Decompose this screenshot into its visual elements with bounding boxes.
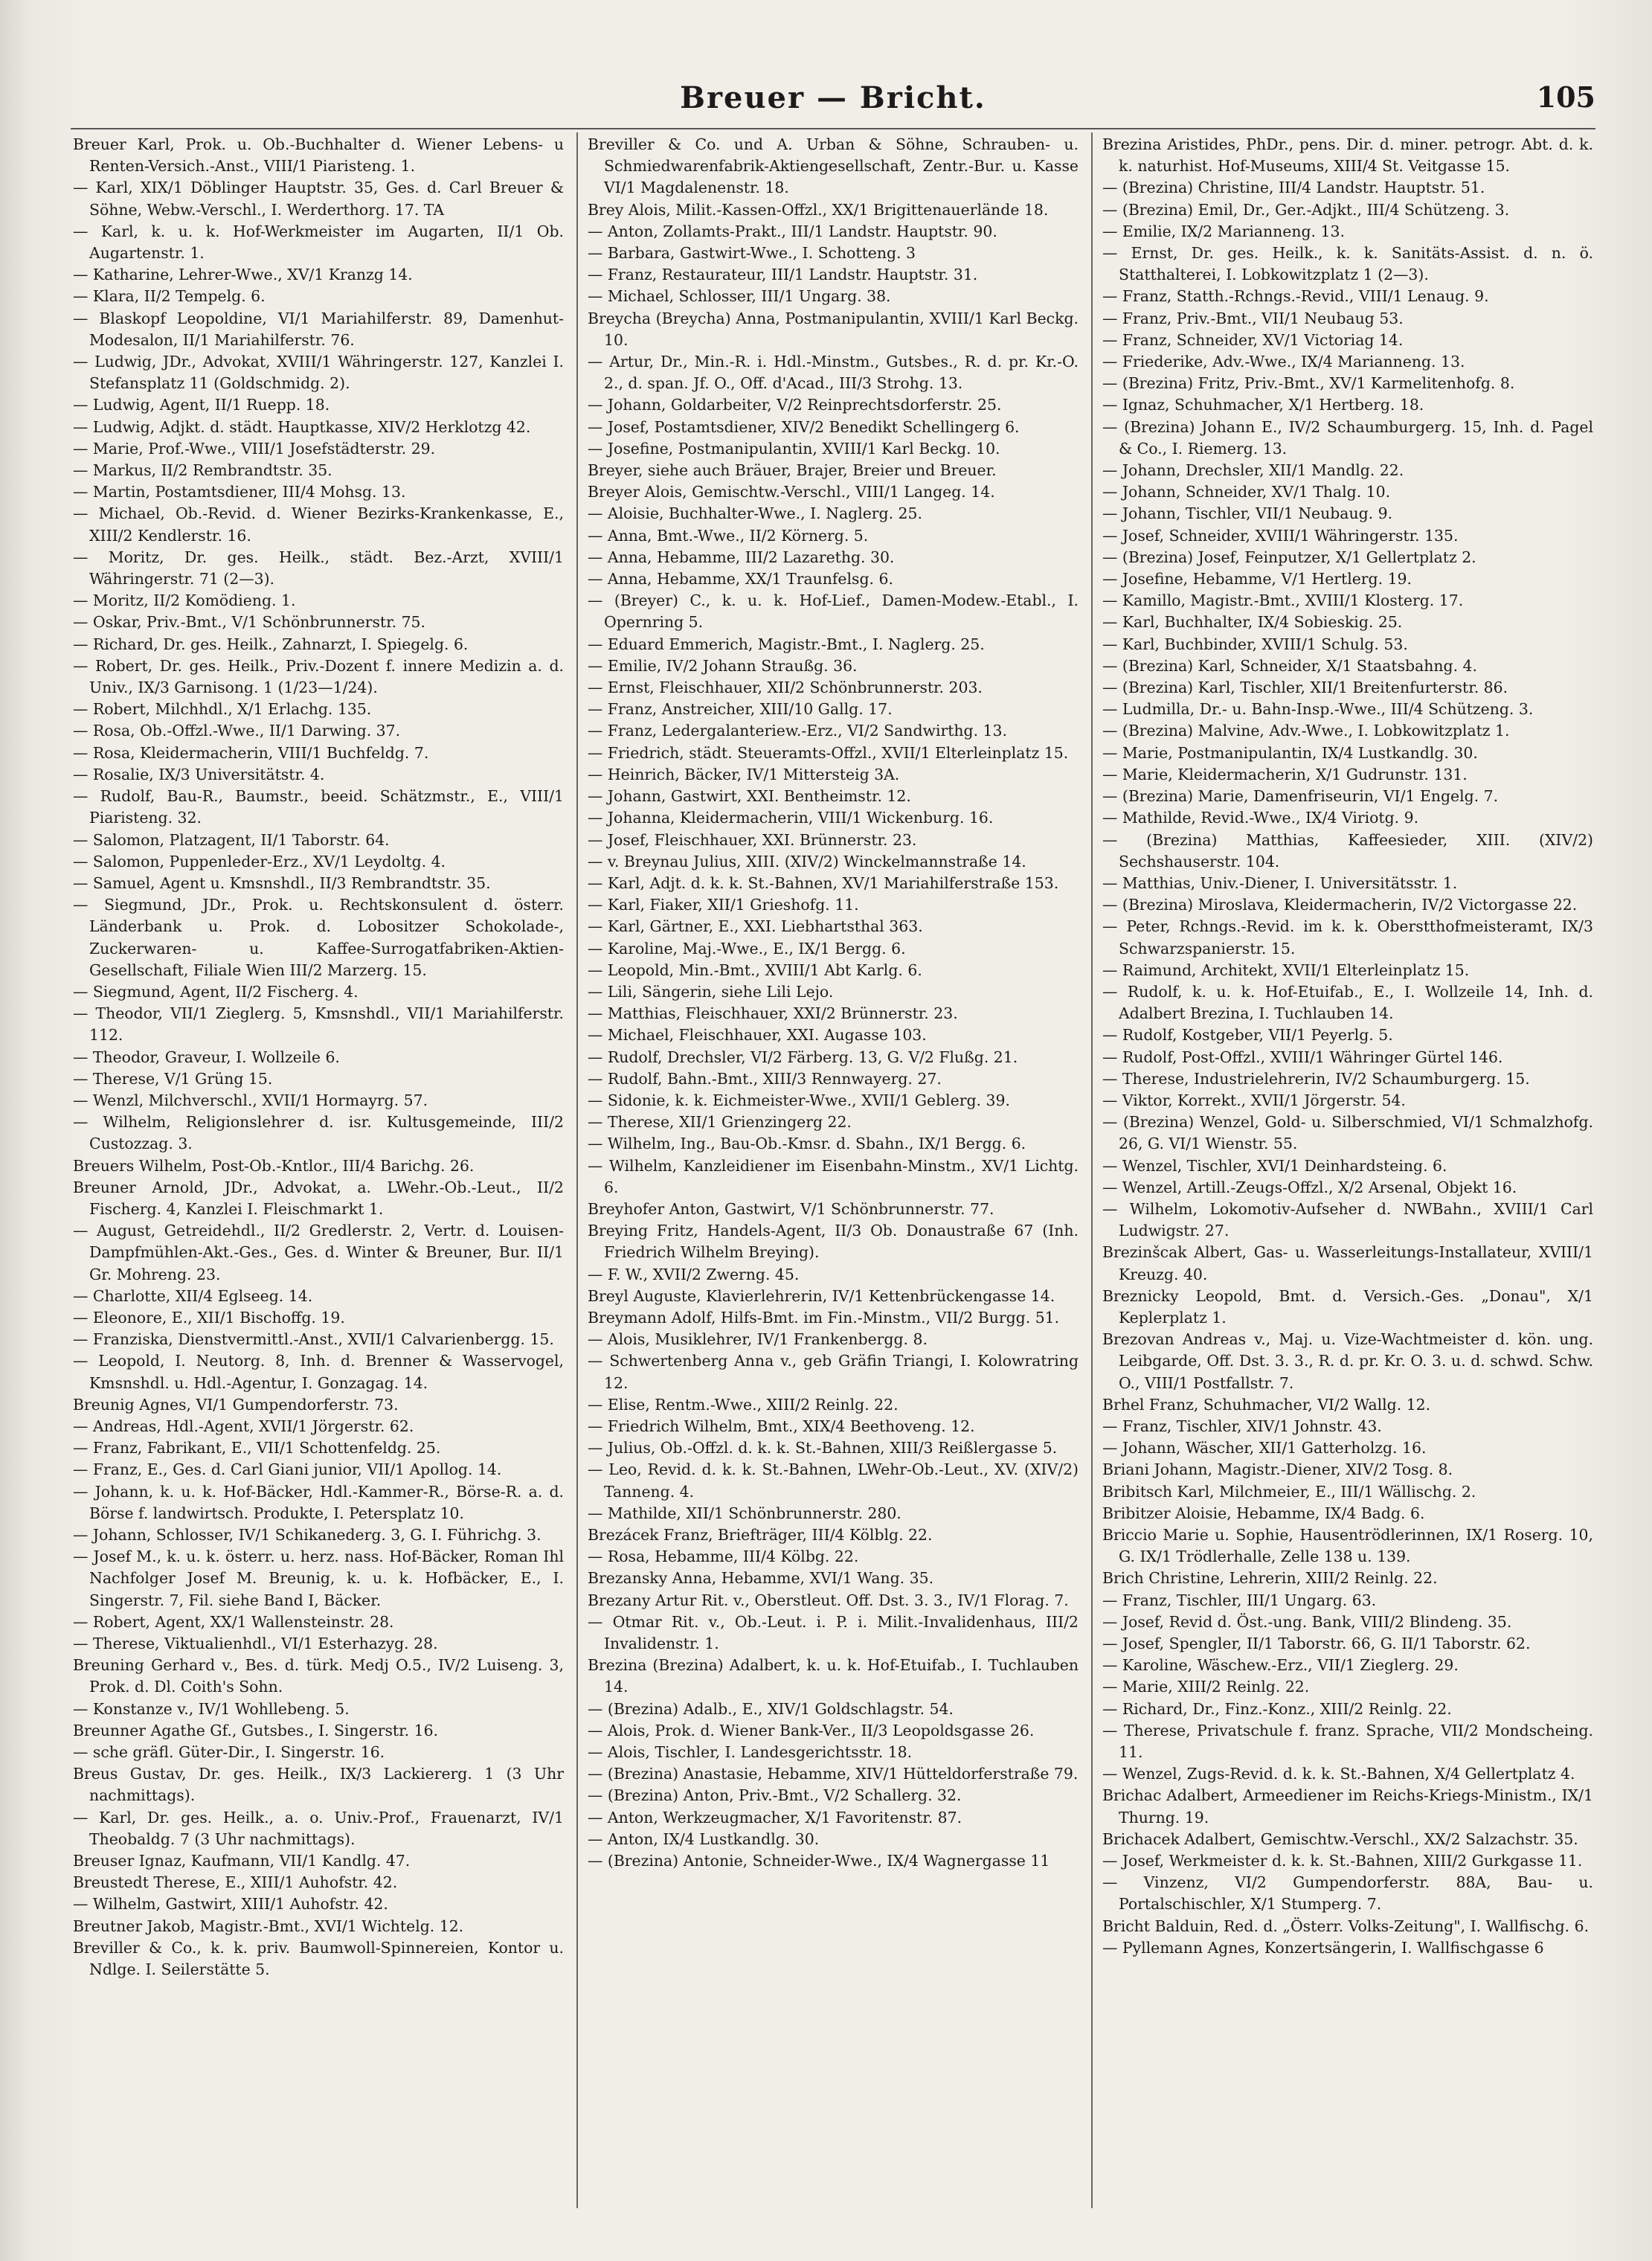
directory-entry: — Robert, Milchhdl., X/1 Erlachg. 135. (73, 700, 372, 719)
directory-entry: — Emilie, IV/2 Johann Straußg. 36. (588, 656, 858, 675)
directory-entry: — Therese, XII/1 Grienzingerg 22. (588, 1113, 852, 1132)
directory-entry: — Salomon, Puppenleder-Erz., XV/1 Leydoltg. 4. (73, 852, 446, 870)
directory-entry: — (Brezina) Fritz, Priv.-Bmt., XV/1 Karmelitenhofg. 8. (1102, 374, 1515, 393)
directory-entry: — Leo, Revid. d. k. k. St.-Bahnen, LWehr-Ob.-Leut., XV. (XIV/2) Tanneng. 4. (588, 1460, 1079, 1501)
directory-entry: — Franz, Tischler, XIV/1 Johnstr. 43. (1102, 1417, 1382, 1435)
directory-entry: Breuer Karl, Prok. u. Ob.-Buchhalter d. Wiener Lebens- u Renten-Versich.-Anst., VIII/1 Piaristeng. 1. (73, 135, 564, 176)
directory-entry: — (Brezina) Marie, Damenfriseurin, VI/1 Engelg. 7. (1102, 787, 1499, 806)
column-2 (588, 134, 1079, 2210)
directory-entry: — v. Breynau Julius, XIII. (XIV/2) Winckelmannstraße 14. (588, 852, 1026, 870)
directory-entry: — Konstanze v., IV/1 Wohllebeng. 5. (73, 1699, 350, 1718)
directory-entry: — Leopold, I. Neutorg. 8, Inh. d. Brenner & Wasservogel, Kmsnshdl. u. Hdl.-Agentur, I. Gonzagag. 14. (73, 1352, 564, 1392)
directory-entry: — (Brezina) Karl, Schneider, X/1 Staatsbahng. 4. (1102, 656, 1477, 675)
directory-entry: Breying Fritz, Handels-Agent, II/3 Ob. Donaustraße 67 (Inh. Friedrich Wilhelm Breying). (588, 1222, 1079, 1262)
directory-entry: — Marie, XIII/2 Reinlg. 22. (1102, 1678, 1310, 1696)
directory-entry: Breyer, siehe auch Bräuer, Brajer, Breier und Breuer. (588, 461, 997, 480)
directory-entry: — Josef, Fleischhauer, XXI. Brünnerstr. 23. (588, 830, 917, 849)
directory-entry: Bribitsch Karl, Milchmeier, E., III/1 Wällischg. 2. (1102, 1482, 1476, 1501)
directory-entry: — Mathilde, XII/1 Schönbrunnerstr. 280. (588, 1504, 901, 1522)
directory-entry: — Andreas, Hdl.-Agent, XVII/1 Jörgerstr. 62. (73, 1417, 414, 1435)
directory-entry: Breuner Arnold, JDr., Advokat, a. LWehr.-Ob.-Leut., II/2 Fischerg. 4, Kanzlei I. Fleischmarkt 1. (73, 1178, 564, 1218)
directory-entry: — Johann, k. u. k. Hof-Bäcker, Hdl.-Kammer-R., Börse-R. a. d. Börse f. landwirtsch. Produkte, I. Petersplatz 10. (73, 1482, 564, 1522)
directory-entry: — Karl, Gärtner, E., XXI. Liebhartsthal 363. (588, 917, 923, 936)
header-rule (71, 128, 1595, 129)
directory-entry: — Vinzenz, VI/2 Gumpendorferstr. 88A, Bau- u. Portalschischler, X/1 Stumperg. 7. (1102, 1873, 1593, 1914)
directory-entry: — Siegmund, Agent, II/2 Fischerg. 4. (73, 982, 359, 1001)
directory-entry: — Josefine, Hebamme, V/1 Hertlerg. 19. (1102, 570, 1412, 588)
directory-entry: — Franz, Priv.-Bmt., VII/1 Neubaug 53. (1102, 309, 1404, 327)
directory-entry: — Elise, Rentm.-Wwe., XIII/2 Reinlg. 22. (588, 1395, 899, 1414)
directory-entry: — Wilhelm, Ing., Bau-Ob.-Kmsr. d. Sbahn., IX/1 Bergg. 6. (588, 1135, 1026, 1153)
directory-entry: — Anna, Bmt.-Wwe., II/2 Körnerg. 5. (588, 526, 869, 545)
directory-entry: — Ernst, Dr. ges. Heilk., k. k. Sanitäts-Assist. d. n. ö. Statthalterei, I. Lobkowitzplatz 1 (2—3). (1102, 244, 1593, 284)
directory-entry: — Matthias, Univ.-Diener, I. Universitätsstr. 1. (1102, 873, 1458, 892)
directory-entry: Breymann Adolf, Hilfs-Bmt. im Fin.-Minstm., VII/2 Burgg. 51. (588, 1308, 1060, 1327)
directory-entry: — Karl, Buchbinder, XVIII/1 Schulg. 53. (1102, 635, 1408, 653)
directory-entry: — Ludwig, Agent, II/1 Ruepp. 18. (73, 396, 330, 414)
directory-entry: — Josef, Revid d. Öst.-ung. Bank, VIII/2 Blindeng. 35. (1102, 1612, 1512, 1631)
directory-entry: — Rudolf, Bahn.-Bmt., XIII/3 Rennwayerg. 27. (588, 1069, 942, 1088)
directory-entry: — Josef, Schneider, XVIII/1 Währingerstr. 135. (1102, 526, 1459, 545)
directory-entry: — Anton, Werkzeugmacher, X/1 Favoritenstr. 87. (588, 1808, 962, 1827)
directory-entry: — Alois, Tischler, I. Landesgerichtsstr. 18. (588, 1743, 913, 1762)
directory-entry: — Peter, Rchngs.-Revid. im k. k. Oberstthofmeisteramt, IX/3 Schwarzspanierstr. 15. (1102, 917, 1593, 958)
directory-entry: — August, Getreidehdl., II/2 Gredlerstr. 2, Vertr. d. Louisen-Dampfmühlen-Akt.-Ges., Ges. d. Winter & Breuner, Bur. II/1 Gr. Mohreng. 23. (73, 1222, 564, 1283)
directory-entry: Brhel Franz, Schuhmacher, VI/2 Wallg. 12. (1102, 1395, 1431, 1414)
directory-entry: Breus Gustav, Dr. ges. Heilk., IX/3 Lackiererg. 1 (3 Uhr nachmittags). (73, 1765, 564, 1805)
directory-entry: Breyl Auguste, Klavierlehrerin, IV/1 Kettenbrückengasse 14. (588, 1286, 1055, 1305)
directory-entry: — Franz, Restaurateur, III/1 Landstr. Hauptstr. 31. (588, 266, 978, 284)
directory-entry: Breutner Jakob, Magistr.-Bmt., XVI/1 Wichtelg. 12. (73, 1917, 464, 1935)
directory-entry: — Johann, Tischler, VII/1 Neubaug. 9. (1102, 504, 1393, 523)
directory-entry: — (Brezina) Wenzel, Gold- u. Silberschmied, VI/1 Schmalzhofg. 26, G. VI/1 Wienstr. 55. (1102, 1113, 1593, 1153)
directory-entry: — Johann, Schlosser, IV/1 Schikanederg. 3, G. I. Führichg. 3. (73, 1526, 541, 1544)
directory-entry: Breunig Agnes, VI/1 Gumpendorferstr. 73. (73, 1395, 399, 1414)
directory-entry: — (Brezina) Adalb., E., XIV/1 Goldschlagstr. 54. (588, 1699, 954, 1718)
directory-entry: — Robert, Dr. ges. Heilk., Priv.-Dozent f. innere Medizin a. d. Univ., IX/3 Garnisong. 1 (1/23—1/24). (73, 656, 564, 697)
directory-entry: — Rudolf, Drechsler, VI/2 Färberg. 13, G. V/2 Flußg. 21. (588, 1048, 1018, 1066)
directory-entry: — Alois, Prok. d. Wiener Bank-Ver., II/3 Leopoldsgasse 26. (588, 1721, 1035, 1739)
directory-entry: — Oskar, Priv.-Bmt., V/1 Schönbrunnerstr. 75. (73, 613, 425, 632)
directory-entry: Bricht Balduin, Red. d. „Österr. Volks-Zeitung", I. Wallfischg. 6. (1102, 1917, 1590, 1935)
directory-entry: — (Breyer) C., k. u. k. Hof-Lief., Damen-Modew.-Etabl., I. Opernring 5. (588, 591, 1079, 632)
directory-entry: — Anton, IX/4 Lustkandlg. 30. (588, 1829, 820, 1848)
directory-entry: — Wenzl, Milchverschl., XVII/1 Hormayrg. 57. (73, 1091, 428, 1109)
directory-entry: — Richard, Dr. ges. Heilk., Zahnarzt, I. Spiegelg. 6. (73, 635, 469, 653)
directory-entry: Brezinšcak Albert, Gas- u. Wasserleitungs-Installateur, XVIII/1 Kreuzg. 40. (1102, 1243, 1593, 1283)
directory-entry: Breuser Ignaz, Kaufmann, VII/1 Kandlg. 47. (73, 1852, 411, 1870)
directory-entry: — Therese, Industrielehrerin, IV/2 Schaumburgerg. 15. (1102, 1069, 1530, 1088)
directory-entry: — Franz, Ledergalanteriew.-Erz., VI/2 Sandwirthg. 13. (588, 722, 1007, 740)
directory-entry: Breuers Wilhelm, Post-Ob.-Kntlor., III/4 Barichg. 26. (73, 1156, 475, 1175)
directory-entry: — (Brezina) Matthias, Kaffeesieder, XIII. (XIV/2) Sechshauserstr. 104. (1102, 830, 1593, 870)
directory-entry: — Wenzel, Artill.-Zeugs-Offzl., X/2 Arsenal, Objekt 16. (1102, 1178, 1517, 1196)
directory-entry: — Josefine, Postmanipulantin, XVIII/1 Karl Beckg. 10. (588, 439, 1000, 458)
directory-entry: — Eleonore, E., XII/1 Bischoffg. 19. (73, 1308, 345, 1327)
running-title: Breuer — Bricht. (680, 80, 986, 115)
directory-entry: — Johann, Gastwirt, XXI. Bentheimstr. 12. (588, 787, 911, 806)
directory-entry: — Franz, Schneider, XV/1 Victoriag 14. (1102, 330, 1404, 349)
directory-entry: Brezansky Anna, Hebamme, XVI/1 Wang. 35. (588, 1569, 934, 1588)
directory-entry: — Karl, Buchhalter, IX/4 Sobieskig. 25. (1102, 613, 1403, 632)
directory-entry: — Wilhelm, Gastwirt, XIII/1 Auhofstr. 42. (73, 1895, 388, 1914)
directory-entry: — Salomon, Platzagent, II/1 Taborstr. 64. (73, 830, 390, 849)
directory-entry: — Wilhelm, Religionslehrer d. isr. Kultusgemeinde, III/2 Custozzag. 3. (73, 1113, 564, 1153)
directory-entry: — Karl, k. u. k. Hof-Werkmeister im Augarten, II/1 Ob. Augartenstr. 1. (73, 222, 564, 263)
directory-entry: — Michael, Fleischhauer, XXI. Augasse 103. (588, 1026, 927, 1045)
directory-entry: — Moritz, II/2 Komödieng. 1. (73, 591, 296, 610)
directory-entry: — Franz, E., Ges. d. Carl Giani junior, VII/1 Apollog. 14. (73, 1460, 502, 1479)
directory-entry: Brezany Artur Rit. v., Oberstleut. Off. Dst. 3. 3., IV/1 Florag. 7. (588, 1591, 1069, 1609)
directory-entry: — (Brezina) Christine, III/4 Landstr. Hauptstr. 51. (1102, 179, 1485, 197)
directory-entry: — Richard, Dr., Finz.-Konz., XIII/2 Reinlg. 22. (1102, 1699, 1452, 1718)
directory-entry: — Aloisie, Buchhalter-Wwe., I. Naglerg. 25. (588, 504, 922, 523)
directory-entry: — Alois, Musiklehrer, IV/1 Frankenbergg. 8. (588, 1330, 928, 1349)
directory-entry: — Rudolf, Post-Offzl., XVIII/1 Währinger Gürtel 146. (1102, 1048, 1503, 1066)
directory-entry: — Wenzel, Tischler, XVI/1 Deinhardsteing. 6. (1102, 1156, 1447, 1175)
directory-entry: — Franz, Anstreicher, XIII/10 Gallg. 17. (588, 700, 893, 719)
directory-entry: — Friederike, Adv.-Wwe., IX/4 Marianneng. 13. (1102, 353, 1465, 371)
directory-entry: — (Brezina) Johann E., IV/2 Schaumburgerg. 15, Inh. d. Pagel & Co., I. Riemerg. 13. (1102, 417, 1593, 458)
directory-entry: — Rosa, Kleidermacherin, VIII/1 Buchfeldg. 7. (73, 743, 429, 762)
directory-entry: Brich Christine, Lehrerin, XIII/2 Reinlg. 22. (1102, 1569, 1438, 1588)
directory-entry: — Viktor, Korrekt., XVII/1 Jörgerstr. 54. (1102, 1091, 1406, 1109)
directory-entry: — Karl, Fiaker, XII/1 Grieshofg. 11. (588, 896, 859, 914)
directory-entry: — Ludwig, Adjkt. d. städt. Hauptkasse, XIV/2 Herklotzg 42. (73, 417, 531, 436)
directory-entry: — Josef, Werkmeister d. k. k. St.-Bahnen, XIII/2 Gurkgasse 11. (1102, 1852, 1583, 1870)
directory-entry: — Mathilde, Revid.-Wwe., IX/4 Viriotg. 9. (1102, 809, 1419, 827)
directory-entry: — Anna, Hebamme, XX/1 Traunfelsg. 6. (588, 570, 893, 588)
directory-entry: — Moritz, Dr. ges. Heilk., städt. Bez.-Arzt, XVIII/1 Währingerstr. 71 (2—3). (73, 548, 564, 588)
directory-entry: — Pyllemann Agnes, Konzertsängerin, I. Wallfischgasse 6 (1102, 1938, 1544, 1957)
directory-entry: — Matthias, Fleischhauer, XXI/2 Brünnerstr. 23. (588, 1004, 958, 1023)
directory-entry: — Samuel, Agent u. Kmsnshdl., II/3 Rembrandtstr. 35. (73, 873, 491, 892)
directory-entry: — Eduard Emmerich, Magistr.-Bmt., I. Naglerg. 25. (588, 635, 985, 653)
directory-entry: — Lili, Sängerin, siehe Lili Lejo. (588, 982, 834, 1001)
directory-entry: Briccio Marie u. Sophie, Hausentrödlerinnen, IX/1 Roserg. 10, G. IX/1 Trödlerhalle, Zelle 138 u. 139. (1102, 1526, 1593, 1566)
directory-entry: — Wenzel, Zugs-Revid. d. k. k. St.-Bahnen, X/4 Gellertplatz 4. (1102, 1765, 1575, 1783)
directory-entry: — Emilie, IX/2 Marianneng. 13. (1102, 222, 1345, 240)
directory-entry: — Karl, XIX/1 Döblinger Hauptstr. 35, Ges. d. Carl Breuer & Söhne, Webw.-Verschl., I. Werderthorg. 17. TA (73, 179, 564, 219)
directory-entry: — Anton, Zollamts-Prakt., III/1 Landstr. Hauptstr. 90. (588, 222, 997, 240)
directory-entry: — Josef, Postamtsdiener, XIV/2 Benedikt Schellingerg 6. (588, 417, 1020, 436)
directory-entry: — Markus, II/2 Rembrandtstr. 35. (73, 461, 332, 480)
directory-entry: — Rosalie, IX/3 Universitätstr. 4. (73, 765, 325, 783)
directory-entry: — Friedrich Wilhelm, Bmt., XIX/4 Beethoveng. 12. (588, 1417, 975, 1435)
directory-entry: — Josef, Spengler, II/1 Taborstr. 66, G. II/1 Taborstr. 62. (1102, 1635, 1531, 1653)
directory-entry: — Otmar Rit. v., Ob.-Leut. i. P. i. Milit.-Invalidenhaus, III/2 Invalidenstr. 1. (588, 1612, 1079, 1653)
directory-entry: — Therese, Viktualienhdl., VI/1 Esterhazyg. 28. (73, 1635, 438, 1653)
directory-entry: Breycha (Breycha) Anna, Postmanipulantin, XVIII/1 Karl Beckg. 10. (588, 309, 1079, 349)
directory-entry: — Julius, Ob.-Offzl. d. k. k. St.-Bahnen, XIII/3 Reißlergasse 5. (588, 1439, 1058, 1457)
directory-entry: — Marie, Prof.-Wwe., VIII/1 Josefstädterstr. 29. (73, 439, 436, 458)
directory-entry: — Rosa, Ob.-Offzl.-Wwe., II/1 Darwing. 37. (73, 722, 401, 740)
directory-entry: — (Brezina) Anton, Priv.-Bmt., V/2 Schallerg. 32. (588, 1786, 962, 1805)
directory-entry: — Anna, Hebamme, III/2 Lazarethg. 30. (588, 548, 895, 566)
directory-entry: Brezina Aristides, PhDr., pens. Dir. d. miner. petrogr. Abt. d. k. k. naturhist. Hof-Museums, XIII/4 St. Veitgasse 15. (1102, 135, 1593, 176)
directory-entry: — Friedrich, städt. Steueramts-Offzl., XVII/1 Elterleinplatz 15. (588, 743, 1069, 762)
directory-entry: — Raimund, Architekt, XVII/1 Elterleinplatz 15. (1102, 960, 1470, 979)
directory-entry: — Johann, Schneider, XV/1 Thalg. 10. (1102, 483, 1391, 501)
directory-entry: — Franz, Fabrikant, E., VII/1 Schottenfeldg. 25. (73, 1439, 441, 1457)
directory-entry: — Johanna, Kleidermacherin, VIII/1 Wickenburg. 16. (588, 809, 994, 827)
directory-entry: — Ernst, Fleischhauer, XII/2 Schönbrunnerstr. 203. (588, 679, 983, 697)
directory-entry: Brichac Adalbert, Armeediener im Reichs-Kriegs-Ministm., IX/1 Thurng. 19. (1102, 1786, 1593, 1827)
directory-entry: — Rudolf, k. u. k. Hof-Etuifab., E., I. Wollzeile 14, Inh. d. Adalbert Brezina, I. Tuchlauben 14. (1102, 982, 1593, 1023)
directory-entry: — Ludwig, JDr., Advokat, XVIII/1 Währingerstr. 127, Kanzlei I. Stefansplatz 11 (Goldschmidg. 2). (73, 353, 564, 393)
directory-entry: — Martin, Postamtsdiener, III/4 Mohsg. 13. (73, 483, 406, 501)
directory-entry: — Wilhelm, Kanzleidiener im Eisenbahn-Minstm., XV/1 Lichtg. 6. (588, 1156, 1079, 1196)
directory-entry: — Therese, Privatschule f. franz. Sprache, VII/2 Mondscheing. 11. (1102, 1721, 1593, 1762)
directory-entry: — Johann, Goldarbeiter, V/2 Reinprechtsdorferstr. 25. (588, 396, 1002, 414)
page-number: 105 (1536, 80, 1595, 114)
directory-entry: — Karl, Adjt. d. k. k. St.-Bahnen, XV/1 Mariahilferstraße 153. (588, 873, 1059, 892)
directory-entry: — (Brezina) Miroslava, Kleidermacherin, IV/2 Victorgasse 22. (1102, 896, 1578, 914)
directory-columns (73, 134, 1596, 2210)
directory-entry: — Karoline, Maj.-Wwe., E., IX/1 Bergg. 6. (588, 939, 906, 958)
directory-entry: — Theodor, VII/1 Zieglerg. 5, Kmsnshdl., VII/1 Mariahilferstr. 112. (73, 1004, 564, 1045)
directory-entry: — Sidonie, k. k. Eichmeister-Wwe., XVII/1 Geblerg. 39. (588, 1091, 1010, 1109)
directory-entry: — Franz, Tischler, III/1 Ungarg. 63. (1102, 1591, 1377, 1609)
directory-entry: — Josef M., k. u. k. österr. u. herz. nass. Hof-Bäcker, Roman Ihl Nachfolger Josef M. Breunig, k. u. k. Hofbäcker, E., I. Singerstr. 7, Fil. siehe Band I, Bäcker. (73, 1548, 564, 1609)
directory-entry: — F. W., XVII/2 Zwerng. 45. (588, 1265, 800, 1283)
directory-entry: — (Brezina) Antonie, Schneider-Wwe., IX/4 Wagnergasse 11 (588, 1852, 1050, 1870)
directory-entry: Breviller & Co., k. k. priv. Baumwoll-Spinnereien, Kontor u. Ndlge. I. Seilerstätte 5. (73, 1938, 564, 1979)
directory-entry: — Wilhelm, Lokomotiv-Aufseher d. NWBahn., XVIII/1 Carl Ludwigstr. 27. (1102, 1199, 1593, 1240)
directory-entry: Breyhofer Anton, Gastwirt, V/1 Schönbrunnerstr. 77. (588, 1199, 994, 1218)
directory-entry: — Leopold, Min.-Bmt., XVIII/1 Abt Karlg. 6. (588, 960, 922, 979)
directory-entry: — Klara, II/2 Tempelg. 6. (73, 287, 266, 306)
directory-entry: — Kamillo, Magistr.-Bmt., XVIII/1 Klosterg. 17. (1102, 591, 1464, 610)
directory-entry: — Theodor, Graveur, I. Wollzeile 6. (73, 1048, 340, 1066)
directory-entry: — sche gräfl. Güter-Dir., I. Singerstr. 16. (73, 1743, 385, 1762)
directory-entry: — Karoline, Wäschew.-Erz., VII/1 Zieglerg. 29. (1102, 1656, 1459, 1675)
directory-entry: — (Brezina) Anastasie, Hebamme, XIV/1 Hütteldorferstraße 79. (588, 1765, 1079, 1783)
column-3 (1102, 134, 1593, 2210)
directory-entry: — Charlotte, XII/4 Eglseeg. 14. (73, 1286, 313, 1305)
directory-entry: — (Brezina) Emil, Dr., Ger.-Adjkt., III/4 Schützeng. 3. (1102, 200, 1510, 219)
directory-entry: Brezina (Brezina) Adalbert, k. u. k. Hof-Etuifab., I. Tuchlauben 14. (588, 1656, 1079, 1696)
directory-entry: Briani Johann, Magistr.-Diener, XIV/2 Tosg. 8. (1102, 1460, 1453, 1479)
directory-entry: — Michael, Schlosser, III/1 Ungarg. 38. (588, 287, 891, 306)
directory-entry: — Karl, Dr. ges. Heilk., a. o. Univ.-Prof., Frauenarzt, IV/1 Theobaldg. 7 (3 Uhr nachmittags). (73, 1808, 564, 1848)
column-1 (73, 134, 564, 2210)
directory-entry: — Robert, Agent, XX/1 Wallensteinstr. 28. (73, 1612, 394, 1631)
directory-entry: — Ludmilla, Dr.- u. Bahn-Insp.-Wwe., III/4 Schützeng. 3. (1102, 700, 1534, 719)
directory-entry: Breviller & Co. und A. Urban & Söhne, Schrauben- u. Schmiedwarenfabrik-Aktiengesellschaft, Zentr.-Bur. u. Kasse VI/1 Magdalenenstr. 18. (588, 135, 1079, 197)
directory-entry: — Siegmund, JDr., Prok. u. Rechtskonsulent d. österr. Länderbank u. Prok. d. Lobositzer Schokolade-, Zuckerwaren- u. Kaffee-Surrogatfabriken-Aktien-Gesellschaft, Filiale Wien III/2 Marzerg. 15. (73, 896, 564, 979)
directory-entry: Brichacek Adalbert, Gemischtw.-Verschl., XX/2 Salzachstr. 35. (1102, 1829, 1578, 1848)
directory-entry: — (Brezina) Malvine, Adv.-Wwe., I. Lobkowitzplatz 1. (1102, 722, 1510, 740)
directory-entry: — Blaskopf Leopoldine, VI/1 Mariahilferstr. 89, Damenhut-Modesalon, II/1 Mariahilferstr. 76. (73, 309, 564, 349)
directory-entry: Brey Alois, Milit.-Kassen-Offzl., XX/1 Brigittenauerlände 18. (588, 200, 1049, 219)
page-header (71, 80, 1595, 125)
directory-entry: — Ignaz, Schuhmacher, X/1 Hertberg. 18. (1102, 396, 1424, 414)
directory-entry: — Marie, Kleidermacherin, X/1 Gudrunstr. 131. (1102, 765, 1468, 783)
directory-entry: — Rudolf, Kostgeber, VII/1 Peyerlg. 5. (1102, 1026, 1393, 1045)
directory-entry: Bribitzer Aloisie, Hebamme, IX/4 Badg. 6. (1102, 1504, 1425, 1522)
directory-entry: Breuning Gerhard v., Bes. d. türk. Medj O.5., IV/2 Luiseng. 3, Prok. d. Dl. Coith's Sohn. (73, 1656, 564, 1696)
directory-entry: — Franziska, Dienstvermittl.-Anst., XVII/1 Calvarienbergg. 15. (73, 1330, 554, 1349)
directory-entry: — (Brezina) Karl, Tischler, XII/1 Breitenfurterstr. 86. (1102, 679, 1508, 697)
directory-entry: — Michael, Ob.-Revid. d. Wiener Bezirks-Krankenkasse, E., XIII/2 Kendlerstr. 16. (73, 504, 564, 545)
directory-entry: Breunner Agathe Gf., Gutsbes., I. Singerstr. 16. (73, 1721, 439, 1739)
directory-entry: — Therese, V/1 Grüng 15. (73, 1069, 273, 1088)
directory-entry: — Artur, Dr., Min.-R. i. Hdl.-Minstm., Gutsbes., R. d. pr. Kr.-O. 2., d. span. Jf. O., Off. d'Acad., III/3 Strohg. 13. (588, 353, 1079, 393)
directory-entry: — Marie, Postmanipulantin, IX/4 Lustkandlg. 30. (1102, 743, 1478, 762)
directory-entry: — (Brezina) Josef, Feinputzer, X/1 Gellertplatz 2. (1102, 548, 1476, 566)
directory-entry: Breyer Alois, Gemischtw.-Verschl., VIII/1 Langeg. 14. (588, 483, 995, 501)
directory-entry: — Johann, Drechsler, XII/1 Mandlg. 22. (1102, 461, 1404, 480)
directory-entry: — Schwertenberg Anna v., geb Gräfin Triangi, I. Kolowratring 12. (588, 1352, 1079, 1392)
directory-entry: Brezácek Franz, Briefträger, III/4 Kölblg. 22. (588, 1526, 933, 1544)
directory-entry: — Katharine, Lehrer-Wwe., XV/1 Kranzg 14. (73, 266, 413, 284)
directory-entry: — Rudolf, Bau-R., Baumstr., beeid. Schätzmstr., E., VIII/1 Piaristeng. 32. (73, 787, 564, 827)
directory-entry: Brezovan Andreas v., Maj. u. Vize-Wachtmeister d. kön. ung. Leibgarde, Off. Dst. 3. 3., R. d. pr. Kr. O. 3. u. d. schwd. Schw. O., VIII/1 Postfallstr. 7. (1102, 1330, 1593, 1392)
directory-entry: — Franz, Statth.-Rchngs.-Revid., VIII/1 Lenaug. 9. (1102, 287, 1489, 306)
directory-entry: Breustedt Therese, E., XIII/1 Auhofstr. 42. (73, 1873, 398, 1892)
directory-entry: — Rosa, Hebamme, III/4 Kölbg. 22. (588, 1548, 859, 1566)
directory-entry: — Johann, Wäscher, XII/1 Gatterholzg. 16. (1102, 1439, 1427, 1457)
directory-entry: Breznicky Leopold, Bmt. d. Versich.-Ges. „Donau", X/1 Keplerplatz 1. (1102, 1286, 1593, 1327)
directory-entry: — Heinrich, Bäcker, IV/1 Mittersteig 3A. (588, 765, 900, 783)
directory-entry: — Barbara, Gastwirt-Wwe., I. Schotteng. 3 (588, 244, 916, 263)
